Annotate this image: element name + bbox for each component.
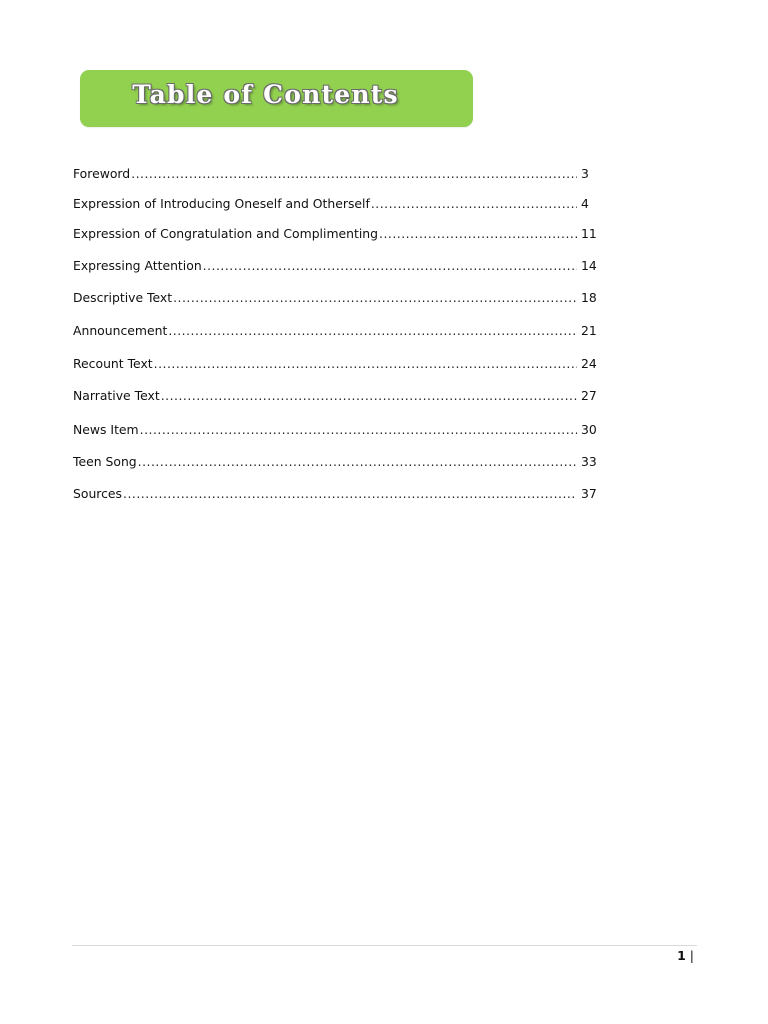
toc-entry-title: Foreword <box>73 166 131 181</box>
toc-page-number: 21 <box>581 323 597 338</box>
dot-leader <box>371 195 577 213</box>
toc-page-number: 11 <box>581 226 597 241</box>
toc-entry-title: Announcement <box>73 323 168 338</box>
toc-entry-title: Expression of Introducing Oneself and Otherself <box>73 196 370 211</box>
toc-entry-introducing-oneself[interactable] <box>73 195 603 213</box>
footer-page-number <box>677 947 694 965</box>
toc-entry-news-item[interactable] <box>73 421 603 439</box>
toc-entry-teen-song[interactable] <box>73 453 603 471</box>
toc-page-number: 3 <box>581 166 589 181</box>
toc-page-number: 37 <box>581 486 597 501</box>
page-number: 1 <box>677 948 686 963</box>
toc-page-number: 30 <box>581 422 597 437</box>
dot-leader <box>140 421 577 439</box>
dot-leader <box>138 453 577 471</box>
dot-leader <box>203 257 577 275</box>
toc-entry-congratulation[interactable] <box>73 225 603 243</box>
toc-page-number: 24 <box>581 356 597 371</box>
dot-leader <box>123 485 577 503</box>
toc-page-number: 18 <box>581 290 597 305</box>
toc-page-number: 14 <box>581 258 597 273</box>
dot-leader <box>168 322 577 340</box>
toc-page-number: 27 <box>581 388 597 403</box>
toc-entry-title: Descriptive Text <box>73 290 173 305</box>
toc-entry-title: Teen Song <box>73 454 137 469</box>
toc-entry-descriptive-text[interactable] <box>73 289 603 307</box>
toc-page-number: 33 <box>581 454 597 469</box>
dot-leader <box>131 165 577 183</box>
title-banner <box>80 70 473 127</box>
toc-entry-announcement[interactable] <box>73 322 603 340</box>
dot-leader <box>379 225 577 243</box>
toc-page-number: 4 <box>581 196 589 211</box>
footer-divider <box>72 945 697 946</box>
page-title: Table of Contents <box>132 80 399 109</box>
toc-entry-foreword[interactable] <box>73 165 603 183</box>
toc-entry-title: Expression of Congratulation and Complimenting <box>73 226 379 241</box>
toc-entry-title: Expressing Attention <box>73 258 202 273</box>
dot-leader <box>154 355 577 373</box>
toc-entry-title: Narrative Text <box>73 388 160 403</box>
dot-leader <box>161 387 577 405</box>
toc-entry-sources[interactable] <box>73 485 603 503</box>
toc-entry-recount-text[interactable] <box>73 355 603 373</box>
toc-entry-narrative-text[interactable] <box>73 387 603 405</box>
dot-leader <box>173 289 577 307</box>
toc-entry-title: Sources <box>73 486 123 501</box>
page-number-separator: | <box>689 948 694 963</box>
toc-entry-title: Recount Text <box>73 356 153 371</box>
toc-entry-title: News Item <box>73 422 139 437</box>
toc-entry-expressing-attention[interactable] <box>73 257 603 275</box>
